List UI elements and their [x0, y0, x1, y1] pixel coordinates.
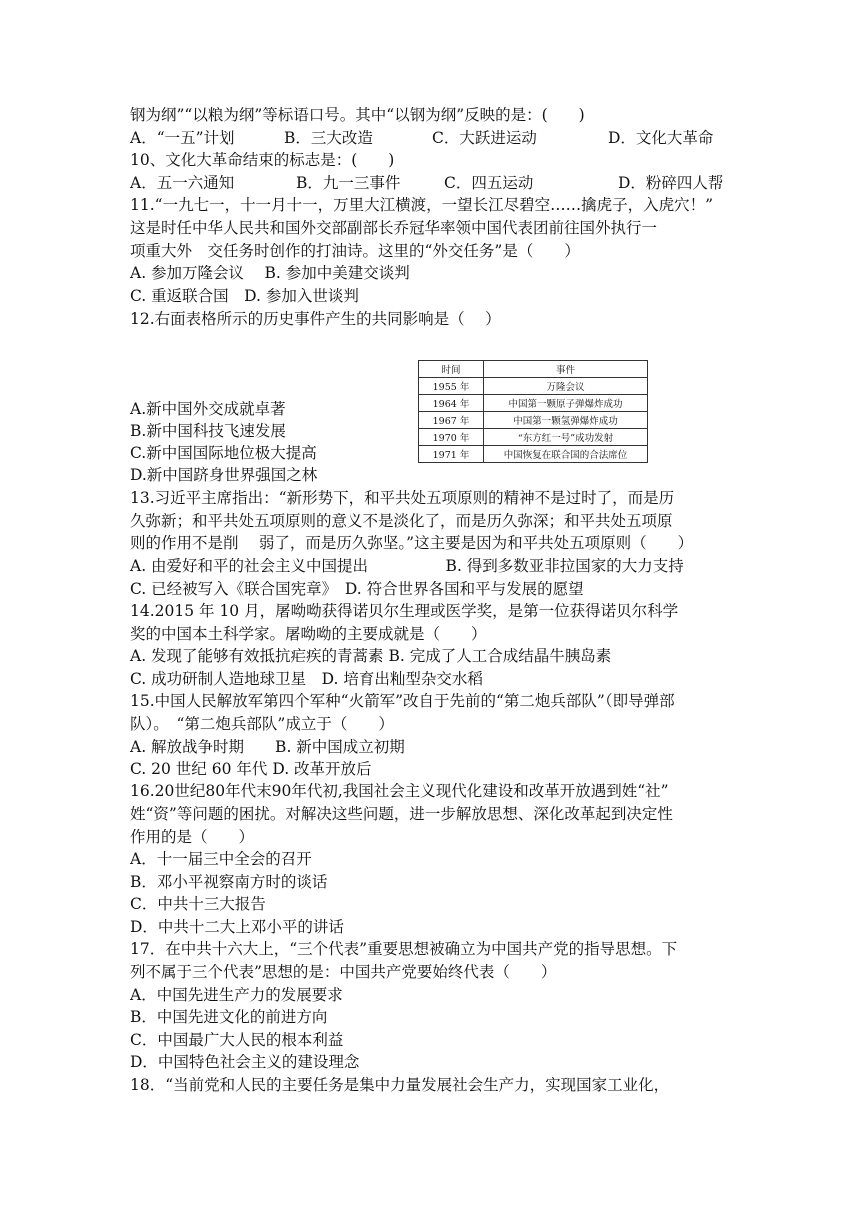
q12-option-c: C.新中国国际地位极大提高: [130, 444, 317, 462]
table-row: [419, 429, 648, 446]
q9-option-b: B．三大改造: [284, 129, 373, 147]
table-cell-event: 中国第一颗原子弹爆炸成功: [484, 395, 648, 412]
q13-line: 则的作用不是削 弱了，而是历久弥坚。”这主要是因为和平共处五项原则（ ）: [130, 534, 694, 552]
q10-option-c: C．四五运动: [444, 174, 534, 192]
table-cell-event: 中国第一颗氢弹爆炸成功: [484, 412, 648, 429]
q15-line: 15.中国人民解放军第四个军种“火箭军”改自于先前的“第二炮兵部队”（即导弹部: [130, 692, 675, 710]
table-cell-time: 1970 年: [419, 429, 484, 446]
table-header-row: [419, 361, 648, 378]
q17-line: 列不属于三个代表”思想的是：中国共产党要始终代表（ ）: [130, 963, 557, 981]
q11-options-cd: C. 重返联合国 D. 参加入世谈判: [130, 287, 359, 305]
q14-line: 奖的中国本土科学家。屠呦呦的主要成就是（ ）: [130, 625, 487, 643]
table-cell-event: “东方红一号”成功发射: [484, 429, 648, 446]
q15-options-cd: C. 20 世纪 60 年代 D. 改革开放后: [130, 760, 372, 778]
table-row: [419, 446, 648, 463]
q10-option-b: B．九一三事件: [296, 174, 401, 192]
q17-option-b: B．中国先进文化的前进方向: [130, 1008, 328, 1026]
q10-stem: 10、文化大革命结束的标志是：( ): [130, 151, 395, 169]
q10-option-a: A．五一六通知: [130, 174, 235, 192]
q16-option-d: D．中共十二大上邓小平的讲话: [130, 918, 344, 936]
q14-options-cd: C. 成功研制人造地球卫星 D. 培育出籼型杂交水稻: [130, 670, 483, 688]
q9-option-c: C．大跃进运动: [432, 129, 537, 147]
q13-line: 13.习近平主席指出：“新形势下，和平共处五项原则的精神不是过时了，而是历: [130, 489, 675, 507]
table-header-event: 事件: [484, 361, 648, 378]
q17-option-a: A．中国先进生产力的发展要求: [130, 986, 343, 1004]
table-cell-event: 万隆会议: [484, 378, 648, 395]
q12-option-b: B.新中国科技飞速发展: [130, 422, 286, 440]
q14-options-ab: A. 发现了能够有效抵抗疟疾的青蒿素 B. 完成了人工合成结晶牛胰岛素: [130, 647, 612, 665]
table-cell-time: 1971 年: [419, 446, 484, 463]
q16-option-b: B．邓小平视察南方时的谈话: [130, 873, 328, 891]
table-row: [419, 412, 648, 429]
q9-stem: 钢为纲”“以粮为纲”等标语口号。其中“以钢为纲”反映的是：( ): [130, 106, 585, 124]
table-row: [419, 378, 648, 395]
table-cell-time: 1955 年: [419, 378, 484, 395]
q16-line: 16.20世纪80年代末90年代初,我国社会主义现代化建设和改革开放遇到姓“社”: [130, 782, 669, 800]
q18-stem: 18．“当前党和人民的主要任务是集中力量发展社会生产力，实现国家工业化，: [130, 1076, 670, 1094]
q9-option-d: D．文化大革命: [608, 129, 714, 147]
q15-line: 队）。 “第二炮兵部队”成立于（ ）: [130, 715, 394, 733]
q16-option-c: C．中共十三大报告: [130, 895, 266, 913]
table-cell-time: 1967 年: [419, 412, 484, 429]
q17-option-d: D．中国特色社会主义的建设理念: [130, 1053, 360, 1071]
q12-option-d: D.新中国跻身世界强国之林: [130, 466, 318, 484]
q16-line: 姓“资”等问题的困扰。对解决这些问题，进一步解放思想、深化改革起到决定性: [130, 805, 673, 823]
q9-option-a: A．“一五”计划: [130, 129, 235, 147]
q13-options-cd: C. 已经被写入《联合国宪章》 D. 符合世界各国和平与发展的愿望: [130, 580, 584, 598]
q11-line: 这是时任中华人民共和国外交部副部长乔冠华率领中国代表团前往国外执行一: [130, 219, 658, 237]
q11-line: 11.“一九七一，十一月十一，万里大江横渡，一望长江尽碧空……擒虎子，入虎穴！”: [130, 196, 714, 214]
q12-option-a: A.新中国外交成就卓著: [130, 400, 286, 418]
q11-line: 项重大外 交任务时创作的打油诗。这里的“外交任务”是（ ）: [130, 242, 580, 260]
q10-option-d: D．粉碎四人帮: [618, 174, 724, 192]
q17-line: 17．在中共十六大上，“三个代表”重要思想被确立为中国共产党的指导思想。下: [130, 940, 678, 958]
q14-line: 14.2015 年 10 月，屠呦呦获得诺贝尔生理或医学奖，是第一位获得诺贝尔科学: [130, 602, 679, 620]
table-row: [419, 395, 648, 412]
table-cell-time: 1964 年: [419, 395, 484, 412]
q17-option-c: C．中国最广大人民的根本利益: [130, 1031, 344, 1049]
table-header-time: 时间: [419, 361, 484, 378]
q15-options-ab: A. 解放战争时期 B. 新中国成立初期: [130, 738, 405, 756]
q12-stem: 12.右面表格所示的历史事件产生的共同影响是（ ）: [130, 310, 501, 328]
q16-option-a: A．十一届三中全会的召开: [130, 850, 312, 868]
table-cell-event: 中国恢复在联合国的合法席位: [484, 446, 648, 463]
q11-options-ab: A. 参加万隆会议 B. 参加中美建交谈判: [130, 264, 410, 282]
events-table: [418, 360, 648, 463]
q16-line: 作用的是（ ）: [130, 828, 255, 846]
q13-line: 久弥新；和平共处五项原则的意义不是淡化了，而是历久弥深；和平共处五项原: [130, 512, 673, 530]
q13-options-ab: A. 由爱好和平的社会主义中国提出 B. 得到多数亚非拉国家的大力支持: [130, 557, 684, 575]
